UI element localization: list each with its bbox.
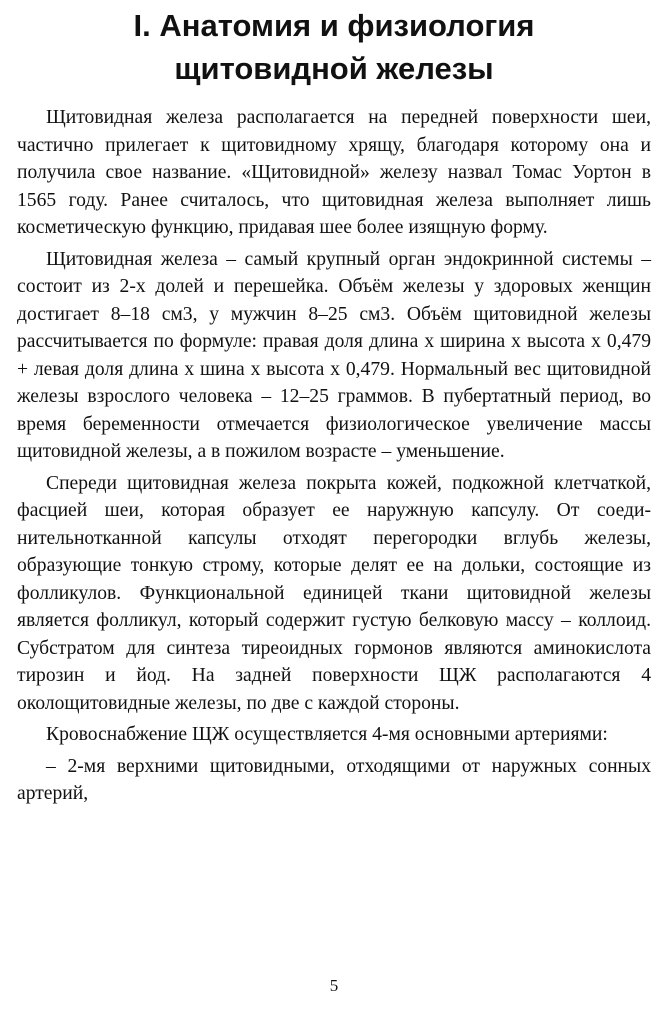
paragraph-blood-supply: Кровоснабжение ЩЖ осуществляется 4-мя основными артериями:: [46, 724, 608, 745]
paragraph-superior-arteries: – 2-мя верхними щитовидными, отходящими от наружных сонных артерий,: [17, 755, 651, 804]
page-number: 5: [329, 976, 339, 995]
chapter-title-line-1: I. Анатомия и физиология: [133, 8, 535, 43]
paragraph-size-volume: Щитовидная железа – самый крупный орган эндокринной системы – состоит из 2-х долей и перешейка. Объём железы у здоровых женщин достигает 8–18 см3, у мужчин 8–25 см3. Объём щитовидной железы рассчитывается по формуле: правая доля длина х ширина х высота х 0,479 + левая доля длина х шина х высота х 0,479. Нормальный вес щитовидной железы взрослого человека – 12–25 граммов. В пубертатный период, во время беременности отмечается физиологическое увеличение массы щитовидной железы, а в пожилом возрасте – уменьшение.: [17, 248, 651, 462]
paragraph-location: Щитовидная железа располагается на передней поверхности шеи, частично прилегает к щитовидному хрящу, благодаря которому она и получила свое название. «Щитовидной» железу назвал Томас Уортон в 1565 году. Ранее считалось, что щитовидная железа выполняет лишь косметическую функцию, придавая шее более изящную форму.: [17, 107, 651, 238]
chapter-title-line-2: щитовидной железы: [174, 51, 494, 86]
body-text: [17, 104, 651, 812]
paragraph-structure: Спереди щитовидная железа покрыта кожей, подкожной клетчаткой, фасцией шеи, которая образует ее наружную капсулу. От соединительнотканной капсулы отходят перегородки вглубь железы, образующие тонкую строму, которые делят ее на дольки, состоящие из фолликулов. Функциональной единицей ткани щитовидной железы является фолликул, который содержит густую белковую массу – коллоид. Субстратом для синтеза тиреоидных гормонов являются аминокислота тирозин и йод. На задней поверхности ЩЖ располагаются 4 околощитовидные железы, по две с каждой стороны.: [17, 472, 651, 714]
chapter-title: [0, 4, 668, 90]
